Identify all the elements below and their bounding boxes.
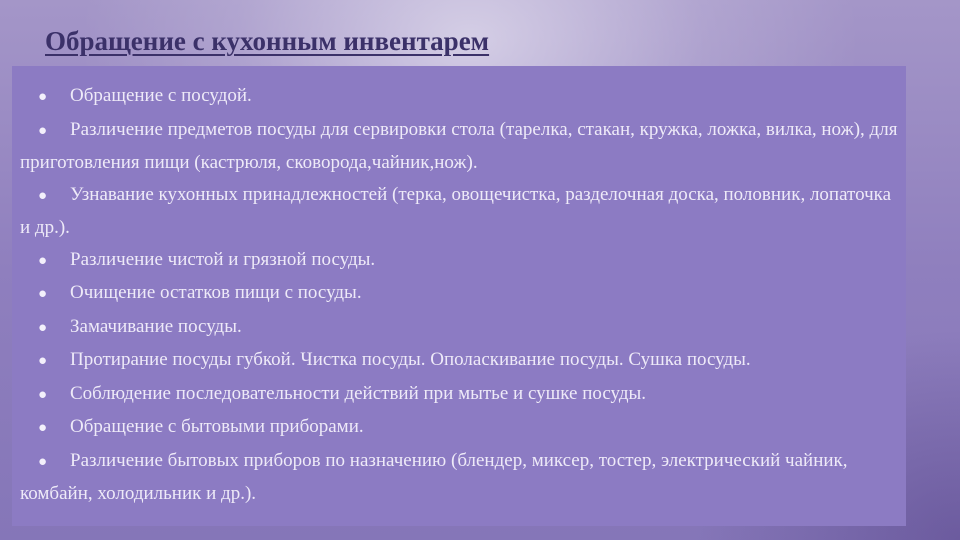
list-item-text: Различение бытовых приборов по назначению (блендер, миксер, тостер, электрический чайник, комбайн, холодильник и др.). [20, 449, 848, 504]
bullet-icon: ● [38, 319, 48, 336]
list-item-text: Соблюдение последовательности действий при мытье и сушке посуды. [70, 382, 647, 404]
list-item [20, 80, 898, 114]
list-item-text: Замачивание посуды. [70, 315, 242, 337]
bullet-icon: ● [38, 122, 48, 139]
list-item [20, 114, 898, 179]
list-item-text: Обращение с посудой. [70, 85, 252, 106]
bullet-icon: ● [38, 187, 48, 204]
list-item-text: Обращение с бытовыми приборами. [70, 416, 364, 437]
bullet-icon: ● [38, 252, 48, 269]
list-item [20, 311, 898, 345]
list-item-text: Различение предметов посуды для сервировки стола (тарелка, стакан, кружка, ложка, вилка, нож), для приготовления пищи (кастрюля, сковорода,чайник,нож). [20, 118, 898, 173]
bullet-icon: ● [38, 353, 48, 369]
list-item [20, 378, 898, 412]
content-box [12, 66, 906, 526]
bullet-icon: ● [38, 286, 48, 302]
slide-title: Обращение с кухонным инвентарем [45, 26, 490, 56]
list-item [20, 179, 898, 244]
list-item [20, 445, 898, 510]
list-item-text: Очищение остатков пищи с посуды. [70, 282, 362, 303]
bullet-list [20, 80, 898, 510]
list-item-text: Протирание посуды губкой. Чистка посуды. Ополаскивание посуды. Сушка посуды. [70, 349, 751, 370]
list-item [20, 411, 898, 445]
bullet-icon: ● [38, 420, 48, 436]
bullet-icon: ● [38, 453, 48, 470]
list-item-text: Узнавание кухонных принадлежностей (терка, овощечистка, разделочная доска, половник, лопаточка и др.). [20, 183, 892, 238]
list-item [20, 277, 898, 311]
bullet-icon: ● [38, 89, 48, 105]
bullet-icon: ● [38, 386, 48, 403]
list-item-text: Различение чистой и грязной посуды. [70, 248, 376, 270]
list-item [20, 244, 898, 278]
list-item [20, 344, 898, 378]
